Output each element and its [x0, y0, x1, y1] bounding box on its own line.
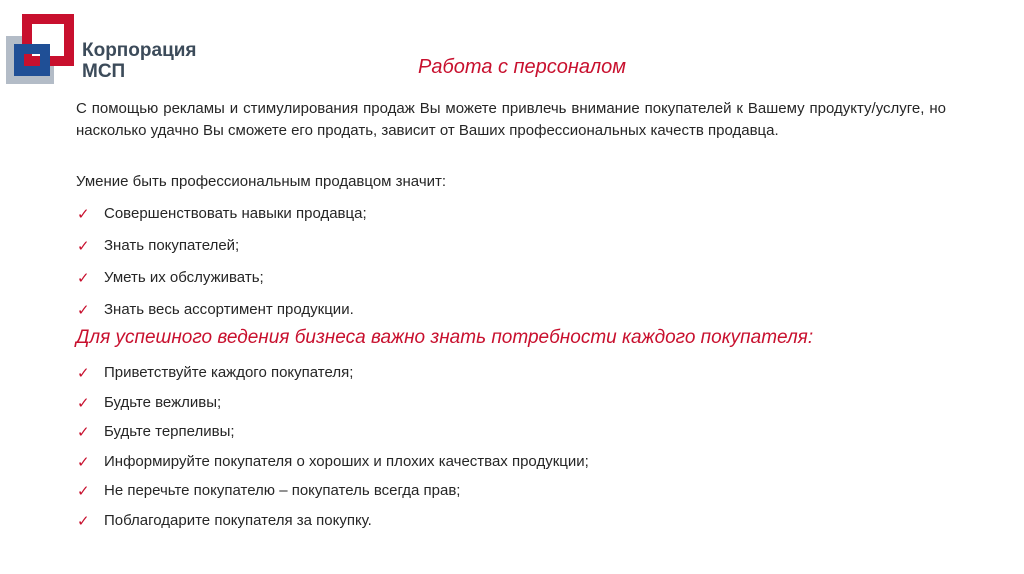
list-item [76, 451, 589, 481]
brand-line-2: МСП [82, 61, 126, 82]
checkmark-icon: ✓ [77, 269, 90, 287]
checkmark-icon: ✓ [77, 205, 90, 223]
checkmark-icon: ✓ [77, 301, 90, 319]
list-item-text: Поблагодарите покупателя за покупку. [104, 511, 372, 529]
list-item-text: Знать покупателей; [104, 237, 240, 254]
lead-text: Умение быть профессиональным продавцом значит: [76, 173, 447, 190]
list-item [76, 203, 367, 235]
checkmark-icon: ✓ [77, 364, 90, 382]
list-item-text: Приветствуйте каждого покупателя; [104, 364, 354, 381]
intro-paragraph: С помощью рекламы и стимулирования продаж Вы можете привлечь внимание покупателей к Вашему продукту/услуге, но насколько удачно Вы сможете его продать, зависит от Ваших профессиональных качеств продавца. [76, 100, 946, 139]
checkmark-icon: ✓ [77, 423, 90, 442]
customer-rules-list [76, 362, 589, 540]
list-item [76, 421, 589, 451]
list-item [76, 480, 589, 510]
slide-title: Работа с персоналом [418, 56, 626, 78]
checkmark-icon: ✓ [77, 452, 90, 471]
list-item-text: Будьте терпеливы; [104, 423, 235, 441]
checkmark-icon: ✓ [77, 482, 90, 501]
list-item [76, 392, 589, 422]
list-item-text: Уметь их обслуживать; [104, 269, 264, 286]
emphasis-heading: Для успешного ведения бизнеса важно знать потребности каждого покупателя: [76, 327, 814, 348]
list-item-text: Не перечьте покупателю – покупатель всегда прав; [104, 482, 461, 500]
list-item-text: Информируйте покупателя о хороших и плохих качествах продукции; [104, 452, 589, 470]
brand-line-1: Корпорация [82, 40, 197, 61]
checkmark-icon: ✓ [77, 393, 90, 412]
list-item [76, 267, 367, 299]
seller-skills-list [76, 203, 367, 331]
list-item [76, 235, 367, 267]
list-item-text: Совершенствовать навыки продавца; [104, 205, 367, 222]
list-item-text: Знать весь ассортимент продукции. [104, 301, 354, 318]
checkmark-icon: ✓ [77, 237, 90, 255]
checkmark-icon: ✓ [77, 511, 90, 530]
list-item [76, 362, 589, 392]
list-item-text: Будьте вежливы; [104, 393, 222, 411]
list-item [76, 510, 589, 540]
